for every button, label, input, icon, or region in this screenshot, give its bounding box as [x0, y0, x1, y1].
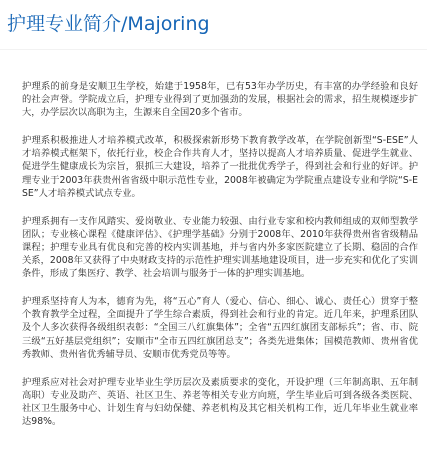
paragraph-training-model: 护理系积极推进人才培养模式改革，积极探索新形势下教育教学改革，在学院创新型“S-ESE”人才培养模式框架下，依托行业，校企合作共育人才，坚持以提高人才培养质量、促进学生就业、促进学生健康成长为宗旨，狠抓三大建设，培养了一批批优秀学子，得到社会和行业的好评。护理专业于2003年获贵州省省级中职示范性专业，2008年被确定为学院重点建设专业和学院“S-ESE”人才培养模式试点专业。 — [22, 135, 418, 199]
article-body — [22, 80, 418, 443]
paragraph-teaching-team: 护理系拥有一支作风踏实、爱岗敬业、专业能力较强、由行业专家和校内教师组成的双师型教学团队；专业核心课程《健康评估》、《护理学基础》分别于2008年、2010年获得贵州省省级精品课程；护理专业具有优良和完善的校内实训基地，并与省内外多家医院建立了长期、稳固的合作关系，2008年又获得了中央财政支持的示范性护理实训基地建设项目，进一步充实和优化了实训条件，形成了集医疗、教学、社会培训与服务于一体的护理实训基地。 — [22, 215, 418, 280]
page-title-zh: 护理专业简介 — [7, 13, 122, 35]
page-title-separator: / — [121, 13, 128, 35]
paragraph-history: 护理系的前身是安顺卫生学校，始建于1958年，已有53年办学历史，有丰富的办学经验和良好的社会声誉。学院成立后，护理专业得到了更加强劲的发展，根据社会的需求，招生规模逐步扩大，办学层次以高职为主，生源来自全国20多个省市。 — [22, 81, 418, 119]
paragraph-employment: 护理系应对社会对护理专业毕业生学历层次及素质要求的变化，开设护理（三年制高职、五年制高职）专业及助产、英语、社区卫生、养老等相关专业方向班，学生毕业后可到各级各类医院、社区卫生服务中心、计划生育与妇幼保健、养老机构及其它相关机构工作，近几年毕业生就业率达98%。 — [22, 376, 418, 427]
page-title-en: Majoring — [127, 13, 210, 35]
paragraph-moral-education: 护理系坚持育人为本，德育为先，将“五心”育人（爱心、信心、细心、诚心、责任心）贯穿于整个教育教学全过程，全面提升了学生综合素质，得到社会和行业的肯定。近几年来，护理系团队及个人多次获得各级组织表彰：“全国三八红旗集体”；全省“五四红旗团支部标兵”；省、市、院三级“五好基层党组织”；安顺市“全市五四红旗团总支”；各类先进集体；国模范教师、贵州省优秀教师、贵州省优秀辅导员、安顺市优秀党员等等。 — [22, 296, 418, 360]
page-title — [7, 10, 210, 38]
title-divider — [0, 49, 427, 50]
